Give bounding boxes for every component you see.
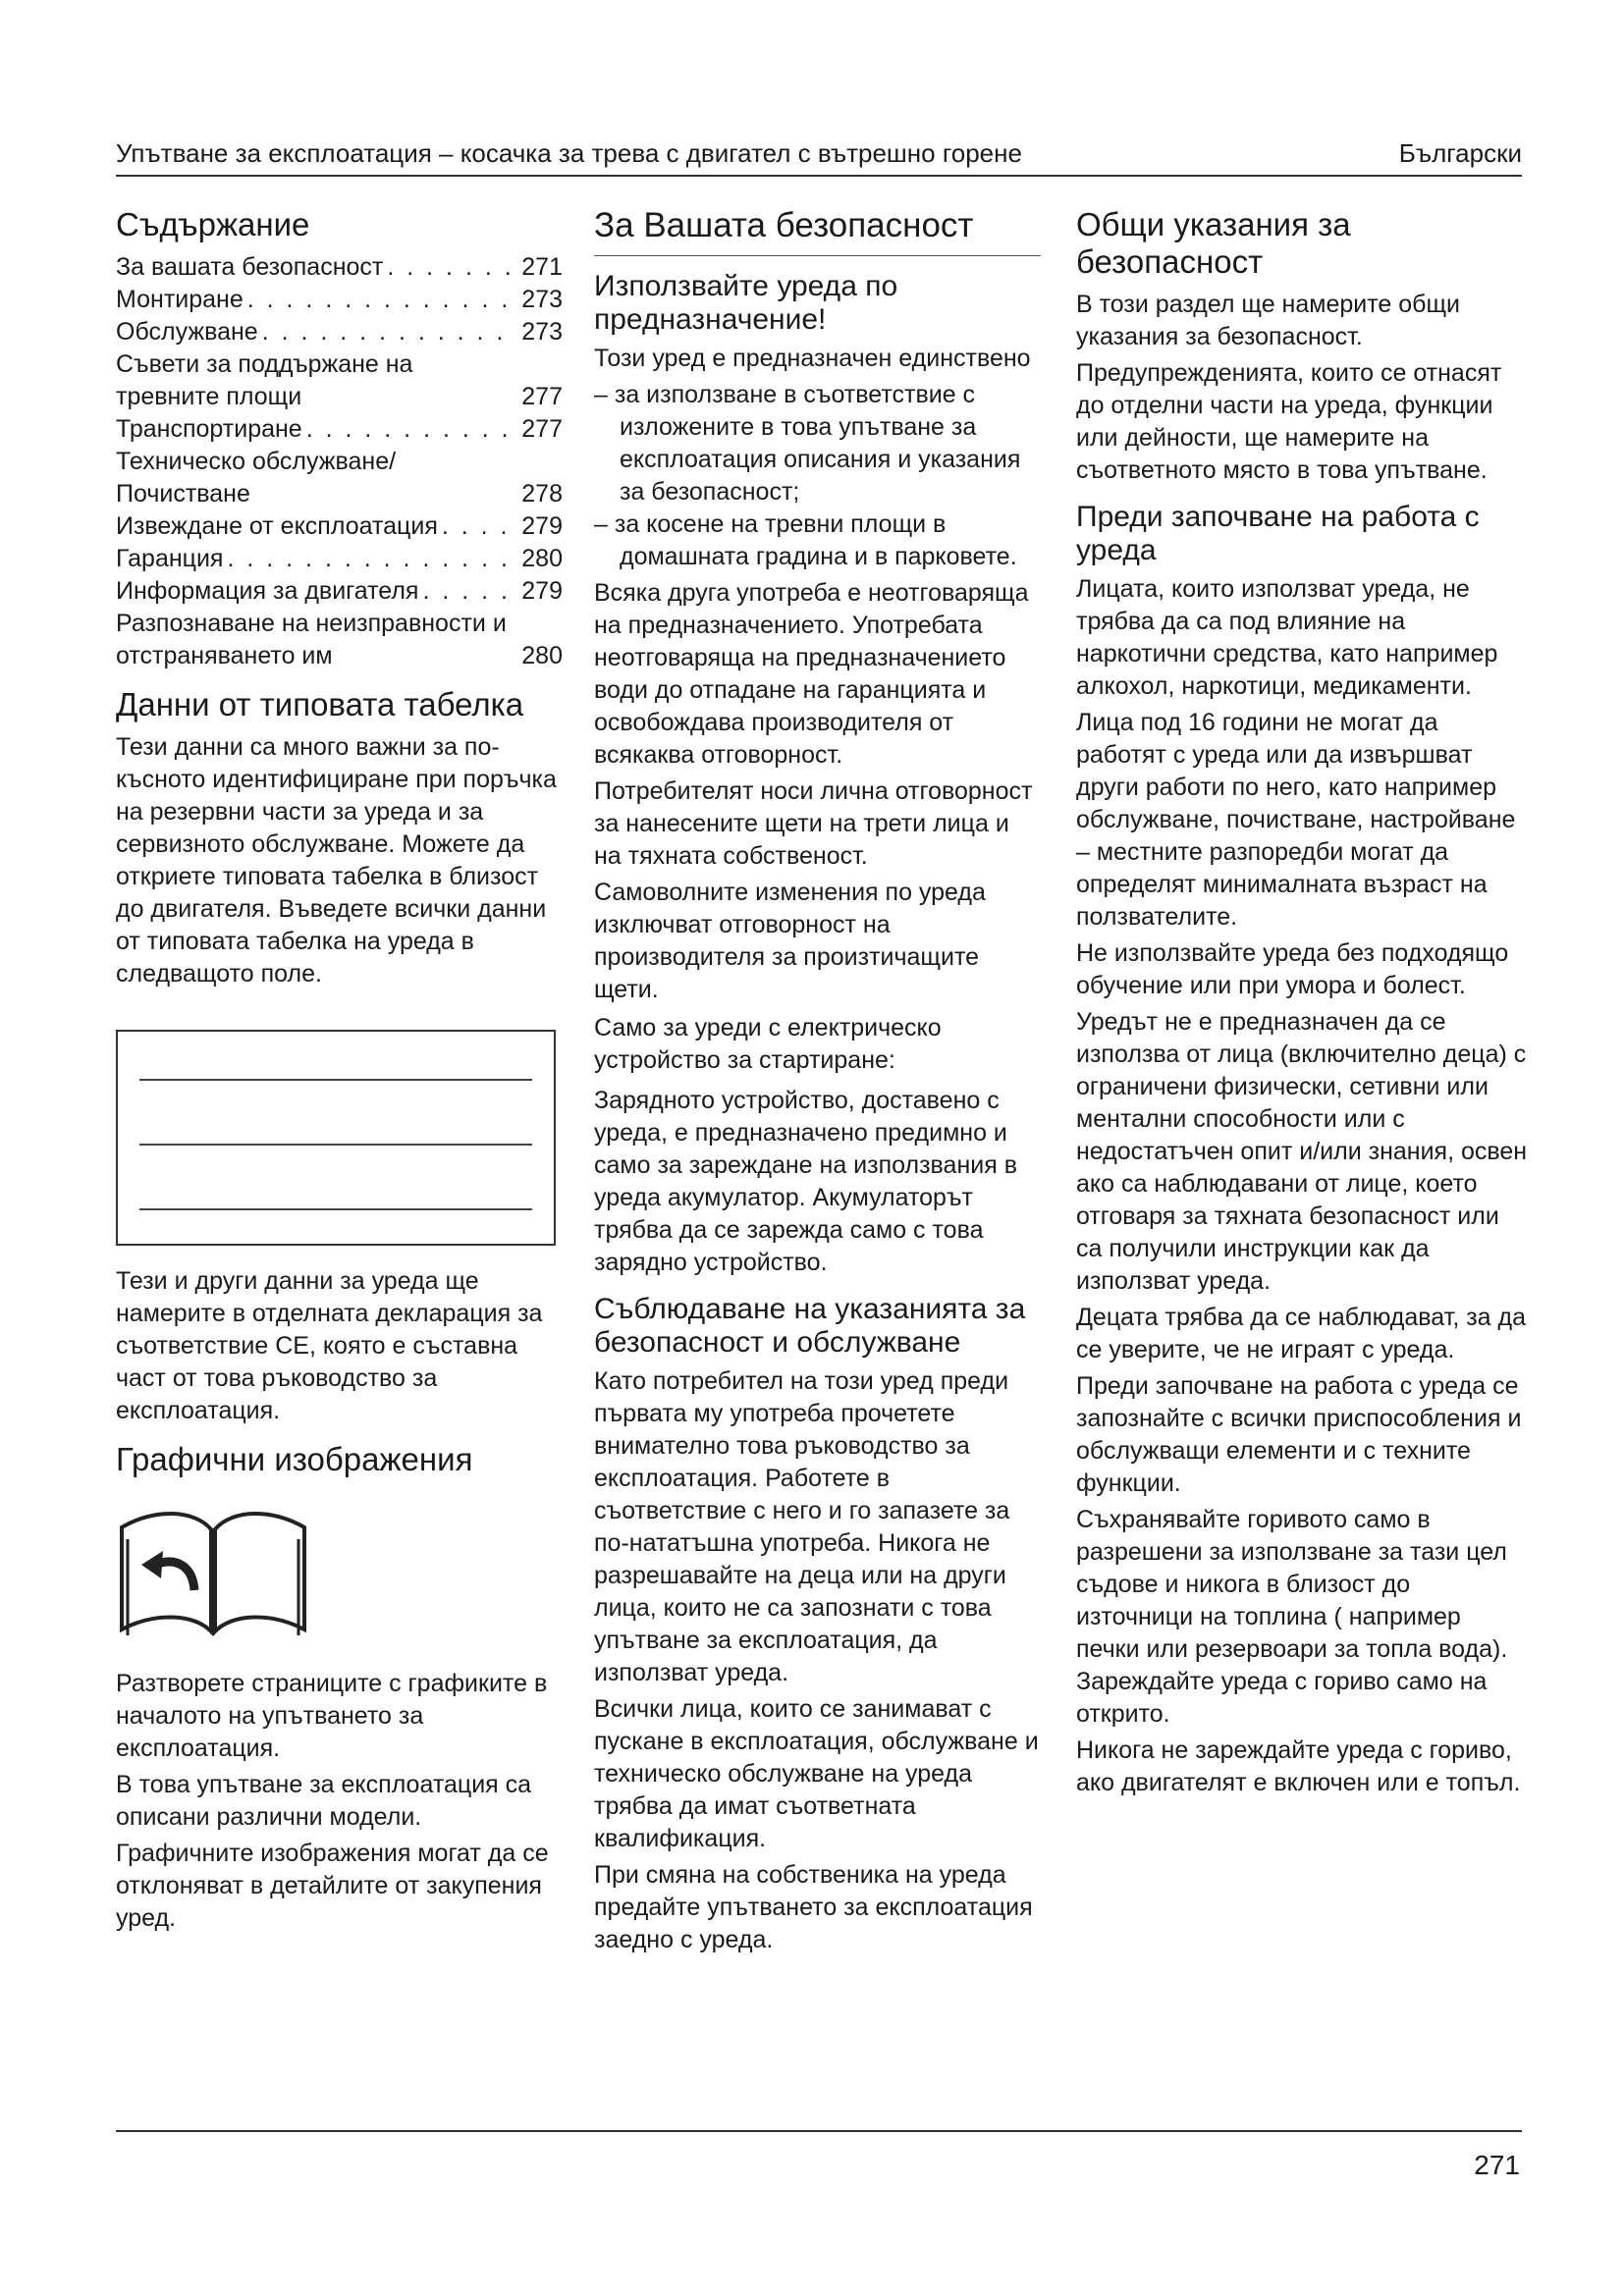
plate-title: Данни от типовата табелка (116, 686, 524, 722)
general-paragraph: Предупрежденията, които се отнасят до отделни части на уреда, функции или дейности, ще намерите на съответното място в това упътване. (1076, 359, 1502, 484)
header-language: Български (1398, 138, 1522, 168)
entry-line[interactable] (139, 1079, 532, 1081)
open-book-icon (116, 1500, 310, 1637)
page-header (116, 130, 1522, 177)
page-number: 271 (1474, 2150, 1520, 2180)
entry-line[interactable] (139, 1144, 532, 1146)
toc-item[interactable]: Информация за двигателя . . . 279 (116, 575, 563, 608)
intended-use-list (594, 379, 1041, 573)
before-paragraph: Преди започване на работа с уреда се запознайте с всички приспособления и обслужващи елементи и с техните функции. (1076, 1372, 1522, 1497)
column-right (1076, 206, 1528, 1803)
before-paragraph: Децата трябва да се наблюдават, за да се уверите, че не играят с уреда. (1076, 1304, 1527, 1363)
before-paragraph: Уредът не е предназначен да се използва от лица (включително деца) с ограничени физически, сетивни или ментални способности или с недостатъчен опит и/или знания, освен ако са наблюдавани от лице, което отговаря за тяхната безопасност или са получили инструкции как да използват уреда. (1076, 1008, 1528, 1295)
intended-use-title: Използвайте уреда по предназначение! (594, 270, 898, 336)
footer-divider (116, 2130, 1522, 2132)
column-middle (594, 206, 1041, 1960)
graphics-title: Графични изображения (116, 1441, 473, 1477)
header-title: Упътване за експлоатация – косачка за трева с двигател с вътрешно горене (116, 138, 1022, 168)
graphics-p3: Графичните изображения могат да се отклоняват в детайлите от закупения уред. (116, 1840, 549, 1932)
plate-text: Тези данни са много важни за по-късното идентифициране при поръчка на резервни части за уреда и за сервизното обслужване. Можете да откриете типовата табелка в близост до двигателя. Въведете всички данни от типовата табелка на уреда в следващото поле. (116, 733, 557, 988)
general-paragraph: В този раздел ще намерите общи указания за безопасност. (1076, 291, 1461, 350)
toc-item[interactable]: Гаранция . . . 280 (116, 543, 563, 575)
graphics-p2: В това упътване за експлоатация са описани различни модели. (116, 1771, 532, 1831)
before-paragraph: Не използвайте уреда без подходящо обучение или при умора и болест. (1076, 939, 1509, 999)
toc-item[interactable]: Монтиране . . . 273 (116, 284, 563, 316)
safety-title: За Вашата безопасност (594, 206, 1041, 256)
entry-line[interactable] (139, 1208, 532, 1210)
toc-item[interactable]: Обслужване . . . 273 (116, 316, 563, 348)
use-paragraph: Потребителят носи лична отговорност за нанесените щети на трети лица и на тяхната собственост. (594, 777, 1033, 870)
before-work-title: Преди започване на работа с уреда (1076, 501, 1480, 566)
before-paragraph: Съхранявайте горивото само в разрешени за използване за тази цел съдове и никога в близост до източници на топлина ( например печки или резервоари за топла вода). Зареждайте уреда с гориво само на открито. (1076, 1506, 1508, 1728)
before-paragraph: Никога не зареждайте уреда с гориво, ако двигателят е включен или е топъл. (1076, 1736, 1521, 1796)
observe-paragraph: Всички лица, които се занимават с пускане в експлоатация, обслужване и техническо обслужване на уреда трябва да имат съответната квалификация. (594, 1695, 1039, 1852)
list-item: – за използване в съответствие с изложените в това упътване за експлоатация описания и указания за безопасност; (594, 379, 1041, 508)
toc-item[interactable]: За вашата безопасност . . . 271 (116, 251, 563, 284)
toc-item[interactable]: Техническо обслужване/ Почистване 278 (116, 448, 563, 507)
electric-start-text: Зарядното устройство, доставено с уреда, е предназначено предимно и само за зареждане на използвания в уреда акумулатор. Акумулаторът трябва да се зарежда само с това зарядно устройство. (594, 1087, 1017, 1276)
toc-item[interactable]: Извеждане от експлоатация . . . 279 (116, 510, 563, 543)
toc-item[interactable]: Съвети за поддържане на тревните площи 277 (116, 350, 563, 410)
observe-paragraph: При смяна на собственика на уреда предайте упътването за експлоатация заедно с уреда. (594, 1861, 1033, 1953)
use-paragraph: Самоволните изменения по уреда изключват отговорност на производителя за произтичащите щети. (594, 879, 986, 1003)
graphics-p1: Разтворете страниците с графиките в началото на упътването за експлоатация. (116, 1670, 548, 1762)
toc-item[interactable]: Разпознаване на неизправности и отстраняването им 280 (116, 610, 563, 669)
observe-instructions-title: Съблюдаване на указанията за безопасност и обслужване (594, 1293, 1026, 1359)
intended-use-intro: Този уред е предназначен единствено (594, 345, 1031, 372)
general-safety-title: Общи указания за безопасност (1076, 206, 1351, 280)
before-paragraph: Лица под 16 години не могат да работят с уреда или да извършват други работи по него, като например обслужване, почистване, настройване – местните разпоредби могат да определят минималната възраст на ползвателите. (1076, 709, 1516, 931)
before-paragraph: Лицата, които използват уреда, не трябва да са под влияние на наркотични средства, като например алкохол, наркотици, медикаменти. (1076, 575, 1498, 700)
toc-item[interactable]: Транспортиране . . . 277 (116, 413, 563, 446)
use-paragraph: Всяка друга употреба е неотговаряща на предназначението. Употребата неотговаряща на предназначението води до отпадане на гаранцията и освобождава производителя от всякаква отговорност. (594, 579, 1029, 769)
toc-title: Съдържание (116, 206, 310, 242)
list-item: – за косене на тревни площи в домашната градина и в парковете. (594, 508, 1041, 573)
type-plate-entry-box[interactable] (116, 1030, 556, 1246)
electric-start-title: Само за уреди с електрическо устройство за стартиране: (594, 1014, 942, 1074)
table-of-contents (116, 251, 563, 672)
observe-paragraph: Като потребител на този уред преди първата му употреба прочетете внимателно това ръководство за експлоатация. Работете в съответствие с него и го запазете за по-нататъшна употреба. Никога не разрешавайте на деца или на други лица, които не са запознати с това упътване за експлоатация, да използват уреда. (594, 1367, 1010, 1686)
plate-after-text: Тези и други данни за уреда ще намерите в отделната декларация за съответствие CE, която е съставна част от това ръководство за експлоатация. (116, 1267, 543, 1424)
column-left (116, 206, 563, 1939)
